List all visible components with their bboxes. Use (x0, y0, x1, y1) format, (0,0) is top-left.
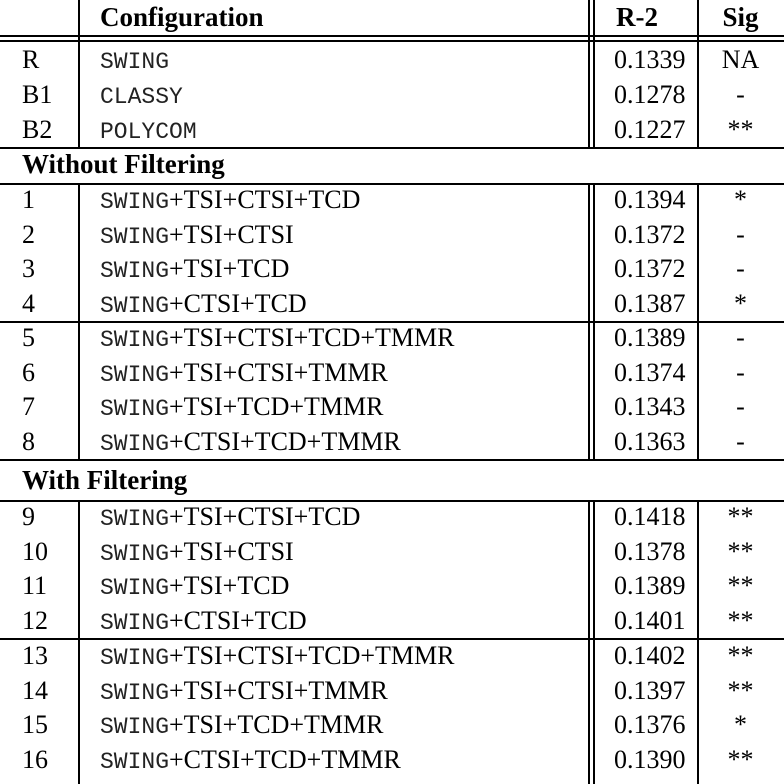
row-r2: 0.1394 (614, 185, 686, 214)
column-divider (593, 500, 595, 784)
row-r2: 0.1376 (614, 710, 686, 739)
header-r2: R-2 (616, 2, 658, 32)
row-configuration (100, 639, 454, 673)
header-sig: Sig (722, 2, 759, 32)
config-base: CLASSY (100, 84, 183, 110)
row-id: 4 (22, 289, 35, 318)
row-sig: ** (727, 641, 754, 670)
row-id: 16 (22, 745, 48, 774)
row-configuration (100, 113, 197, 147)
row-configuration (100, 743, 401, 777)
row-r2: 0.1378 (614, 537, 686, 566)
config-extension: +TSI+TCD (169, 571, 290, 600)
row-id: B1 (22, 80, 53, 109)
row-id: 3 (22, 254, 35, 283)
row-configuration (100, 287, 307, 321)
row-configuration (100, 425, 401, 459)
config-extension: +TSI+CTSI (169, 220, 294, 249)
config-base: POLYCOM (100, 119, 197, 145)
row-sig: * (734, 710, 747, 739)
row-id: B2 (22, 115, 53, 144)
column-divider (588, 500, 590, 784)
row-r2: 0.1363 (614, 427, 686, 456)
config-base: SWING (100, 714, 170, 740)
horizontal-rule (0, 638, 784, 640)
row-r2: 0.1402 (614, 641, 686, 670)
horizontal-rule (0, 321, 784, 323)
config-base: SWING (100, 680, 170, 706)
row-configuration (100, 674, 388, 708)
column-divider (78, 0, 80, 147)
row-r2: 0.1389 (614, 323, 686, 352)
row-sig: - (736, 427, 745, 456)
config-base: SWING (100, 258, 170, 284)
config-base: SWING (100, 541, 170, 567)
row-id: 8 (22, 427, 35, 456)
config-base: SWING (100, 49, 170, 75)
config-base: SWING (100, 506, 170, 532)
config-base: SWING (100, 396, 170, 422)
config-base: SWING (100, 749, 170, 775)
row-configuration (100, 708, 383, 742)
row-r2: 0.1343 (614, 392, 686, 421)
row-id: 7 (22, 392, 35, 421)
config-base: SWING (100, 431, 170, 457)
horizontal-rule (0, 459, 784, 461)
row-sig: * (734, 289, 747, 318)
row-id: R (22, 45, 40, 74)
config-extension: +TSI+TCD (169, 254, 290, 283)
row-r2: 0.1397 (614, 676, 686, 705)
row-sig: - (736, 392, 745, 421)
row-r2: 0.1227 (614, 115, 686, 144)
config-extension: +TSI+CTSI+TCD+TMMR (169, 641, 455, 670)
row-configuration (100, 500, 360, 534)
row-configuration (100, 535, 294, 569)
config-extension: +TSI+CTSI+TMMR (169, 358, 388, 387)
config-extension: +CTSI+TCD+TMMR (169, 427, 401, 456)
horizontal-rule (0, 35, 784, 37)
config-extension: +TSI+CTSI+TMMR (169, 676, 388, 705)
config-extension: +CTSI+TCD+TMMR (169, 745, 401, 774)
row-sig: - (736, 80, 745, 109)
row-id: 2 (22, 220, 35, 249)
config-extension: +CTSI+TCD (169, 606, 307, 635)
config-base: SWING (100, 362, 170, 388)
horizontal-rule (0, 40, 784, 42)
config-base: SWING (100, 327, 170, 353)
row-id: 5 (22, 323, 35, 352)
row-configuration (100, 252, 289, 286)
header-configuration: Configuration (100, 2, 264, 32)
row-id: 11 (22, 571, 48, 600)
row-id: 1 (22, 185, 35, 214)
row-r2: 0.1372 (614, 254, 686, 283)
column-divider (588, 0, 590, 147)
row-id: 12 (22, 606, 48, 635)
row-sig: ** (727, 606, 754, 635)
row-id: 13 (22, 641, 48, 670)
row-sig: - (736, 254, 745, 283)
row-r2: 0.1387 (614, 289, 686, 318)
row-sig: * (734, 185, 747, 214)
section-title: Without Filtering (22, 149, 225, 179)
row-sig: ** (727, 571, 754, 600)
row-configuration (100, 43, 169, 77)
config-base: SWING (100, 575, 170, 601)
row-r2: 0.1390 (614, 745, 686, 774)
row-r2: 0.1372 (614, 220, 686, 249)
row-configuration (100, 321, 454, 355)
config-extension: +TSI+CTSI (169, 537, 294, 566)
row-r2: 0.1418 (614, 502, 686, 531)
row-id: 10 (22, 537, 48, 566)
row-r2: 0.1339 (614, 45, 686, 74)
row-sig: ** (727, 537, 754, 566)
row-configuration (100, 218, 294, 252)
row-sig: - (736, 323, 745, 352)
config-base: SWING (100, 293, 170, 319)
row-configuration (100, 569, 289, 603)
row-sig: NA (721, 45, 760, 74)
row-id: 14 (22, 676, 48, 705)
row-r2: 0.1389 (614, 571, 686, 600)
row-sig: - (736, 220, 745, 249)
row-id: 6 (22, 358, 35, 387)
config-base: SWING (100, 610, 170, 636)
config-base: SWING (100, 645, 170, 671)
row-sig: ** (727, 115, 754, 144)
row-sig: ** (727, 745, 754, 774)
config-extension: +TSI+TCD+TMMR (169, 392, 384, 421)
row-id: 9 (22, 502, 35, 531)
row-sig: ** (727, 502, 754, 531)
column-divider (78, 500, 80, 784)
row-r2: 0.1374 (614, 358, 686, 387)
row-id: 15 (22, 710, 48, 739)
row-configuration (100, 604, 307, 638)
row-configuration (100, 78, 183, 112)
row-r2: 0.1278 (614, 80, 686, 109)
row-r2: 0.1401 (614, 606, 686, 635)
row-sig: - (736, 358, 745, 387)
config-extension: +TSI+CTSI+TCD+TMMR (169, 323, 455, 352)
column-divider (593, 0, 595, 147)
config-extension: +TSI+CTSI+TCD (169, 185, 361, 214)
config-base: SWING (100, 224, 170, 250)
row-configuration (100, 390, 383, 424)
config-extension: +TSI+TCD+TMMR (169, 710, 384, 739)
row-configuration (100, 356, 388, 390)
row-configuration (100, 183, 360, 217)
config-extension: +TSI+CTSI+TCD (169, 502, 361, 531)
config-extension: +CTSI+TCD (169, 289, 307, 318)
row-sig: ** (727, 676, 754, 705)
config-base: SWING (100, 189, 170, 215)
section-title: With Filtering (22, 465, 188, 495)
